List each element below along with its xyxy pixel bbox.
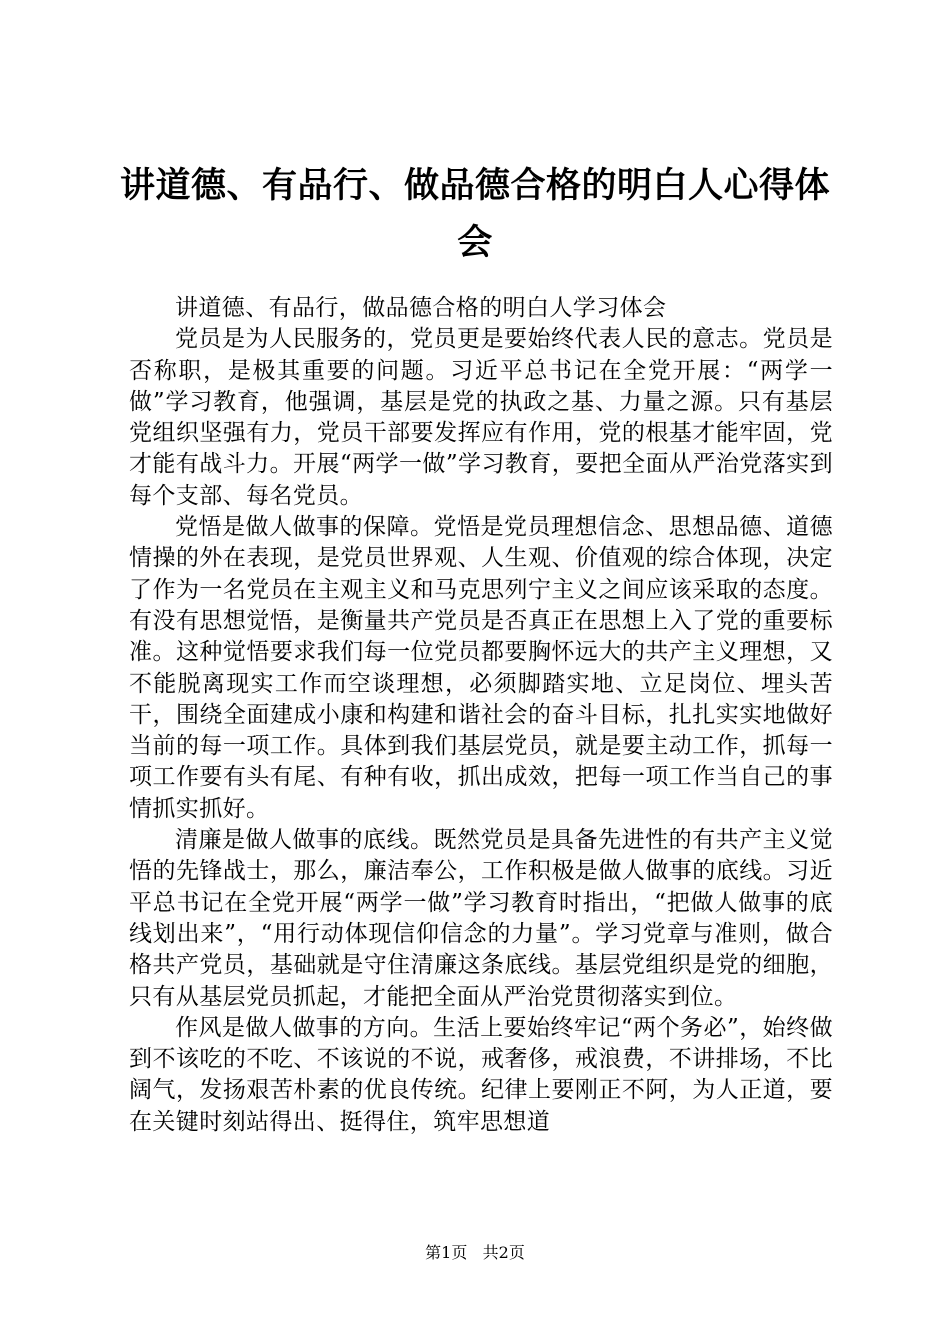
page-footer [0,1242,950,1264]
document-body [129,293,833,1138]
page-spacer [472,1243,477,1262]
document-title: 讲道德、有品行、做品德合格的明白人心得体会 [119,166,830,263]
page-total: 共2页 [482,1243,525,1262]
body-paragraph: 党员是为人民服务的，党员更是要始终代表人民的意志。党员是否称职，是极其重要的问题。习近平总书记在全党开展：“两学一做”学习教育，他强调，基层是党的执政之基、力量之源。只有基层党组织坚强有力，党员干部要发挥应有作用，党的根基才能牢固，党才能有战斗力。开展“两学一做”学习教育，要把全面从严治党落实到每个支部、每名党员。 [129,326,833,509]
page-number: 第1页 [425,1243,468,1262]
body-paragraph: 党悟是做人做事的保障。党悟是党员理想信念、思想品德、道德情操的外在表现，是党员世界观、人生观、价值观的综合体现，决定了作为一名党员在主观主义和马克思列宁主义之间应该采取的态度。有没有思想觉悟，是衡量共产党员是否真正在思想上入了党的重要标准。这种觉悟要求我们每一位党员都要胸怀远大的共产主义理想，又不能脱离现实工作而空谈理想，必须脚踏实地、立足岗位、埋头苦干，围绕全面建成小康和构建和谐社会的奋斗目标，扎扎实实地做好当前的每一项工作。具体到我们基层党员，就是要主动工作，抓每一项工作要有头有尾、有种有收，抓出成效，把每一项工作当自己的事情抓实抓好。 [129,514,833,822]
body-paragraph: 作风是做人做事的方向。生活上要始终牢记“两个务必”，始终做到不该吃的不吃、不该说的不说，戒奢侈，戒浪费，不讲排场，不比阔气，发扬艰苦朴素的优良传统。纪律上要刚正不阿，为人正道，要在关键时刻站得出、挺得住，筑牢思想道 [129,1014,833,1135]
body-paragraph: 清廉是做人做事的底线。既然党员是具备先进性的有共产主义觉悟的先锋战士，那么，廉洁奉公，工作积极是做人做事的底线。习近平总书记在全党开展“两学一做”学习教育时指出，“把做人做事的底线划出来”，“用行动体现信仰信念的力量”。学习党章与准则，做合格共产党员，基础就是守住清廉这条底线。基层党组织是党的细胞，只有从基层党员抓起，才能把全面从严治党贯彻落实到位。 [129,827,833,1010]
subtitle-paragraph: 讲道德、有品行，做品德合格的明白人学习体会 [175,295,667,321]
